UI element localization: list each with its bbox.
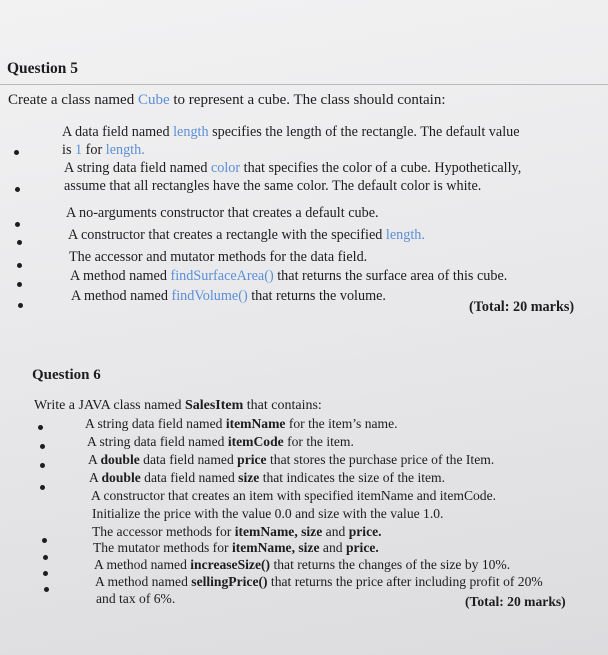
list-item: A method named findVolume() that returns the volume. (71, 288, 386, 304)
bullet-icon (17, 263, 22, 268)
question-5-total: (Total: 20 marks) (469, 299, 575, 315)
list-item: A double data field named price that stores the purchase price of the Item. (88, 452, 495, 467)
list-item-continuation: is 1 for length. (62, 142, 145, 158)
list-item: A constructor that creates a rectangle with the specified length. (68, 227, 425, 243)
bullet-icon (42, 538, 47, 543)
question-5-title: Question 5 (7, 60, 79, 77)
bullet-icon (43, 571, 48, 576)
question-6-total: (Total: 20 marks) (465, 594, 566, 609)
question-6-intro: Write a JAVA class named SalesItem that contains: (34, 398, 322, 413)
list-item: A data field named length specifies the length of the rectangle. The default value (62, 124, 520, 140)
list-item: The accessor methods for itemName, size and price. (92, 524, 382, 539)
list-item: A string data field named color that specifies the color of a cube. Hypothetically, (64, 160, 522, 176)
intro-text: to represent a cube. The class should contain: (169, 92, 446, 108)
method-findsurfacearea: findSurfaceArea() (170, 268, 274, 284)
field-color: color (210, 160, 241, 176)
bullet-icon (17, 282, 22, 287)
list-item: A method named findSurfaceArea() that returns the surface area of this cube. (70, 268, 508, 284)
bullet-icon (40, 485, 45, 490)
list-item-continuation: assume that all rectangles have the same color. The default color is white. (64, 178, 482, 194)
bullet-icon (40, 444, 45, 449)
bullet-icon (14, 150, 19, 155)
list-item: A double data field named size that indicates the size of the item. (89, 470, 446, 485)
bullet-icon (18, 303, 23, 308)
list-item: A constructor that creates an item with specified itemName and itemCode. (91, 488, 497, 503)
list-item-continuation: and tax of 6%. (96, 591, 176, 606)
question-5-intro (8, 92, 446, 109)
bullet-icon (15, 222, 20, 227)
list-item-continuation: Initialize the price with the value 0.0 and size with the value 1.0. (92, 506, 444, 521)
question-5-divider (0, 84, 608, 85)
bullet-icon (43, 555, 48, 560)
list-item: A method named increaseSize() that returns the changes of the size by 10%. (94, 557, 511, 572)
bullet-icon (38, 425, 43, 430)
intro-text: Create a class named (8, 92, 138, 108)
bullet-icon (17, 240, 22, 245)
bullet-icon (15, 187, 20, 192)
list-item: A string data field named itemName for the item’s name. (85, 416, 398, 431)
field-length: length (173, 124, 209, 140)
class-name-cube: Cube (137, 92, 170, 108)
list-item: A method named sellingPrice() that returns the price after including profit of 20% (95, 574, 543, 589)
bullet-icon (44, 587, 49, 592)
list-item: A no-arguments constructor that creates a default cube. (66, 205, 379, 221)
method-findvolume: findVolume() (171, 288, 248, 304)
list-item: A string data field named itemCode for the item. (87, 434, 354, 449)
bullet-icon (40, 463, 45, 468)
list-item: The mutator methods for itemName, size and price. (93, 540, 379, 555)
list-item: The accessor and mutator methods for the data field. (69, 249, 368, 265)
question-6-title: Question 6 (32, 367, 101, 383)
class-name-salesitem: SalesItem (184, 398, 244, 413)
